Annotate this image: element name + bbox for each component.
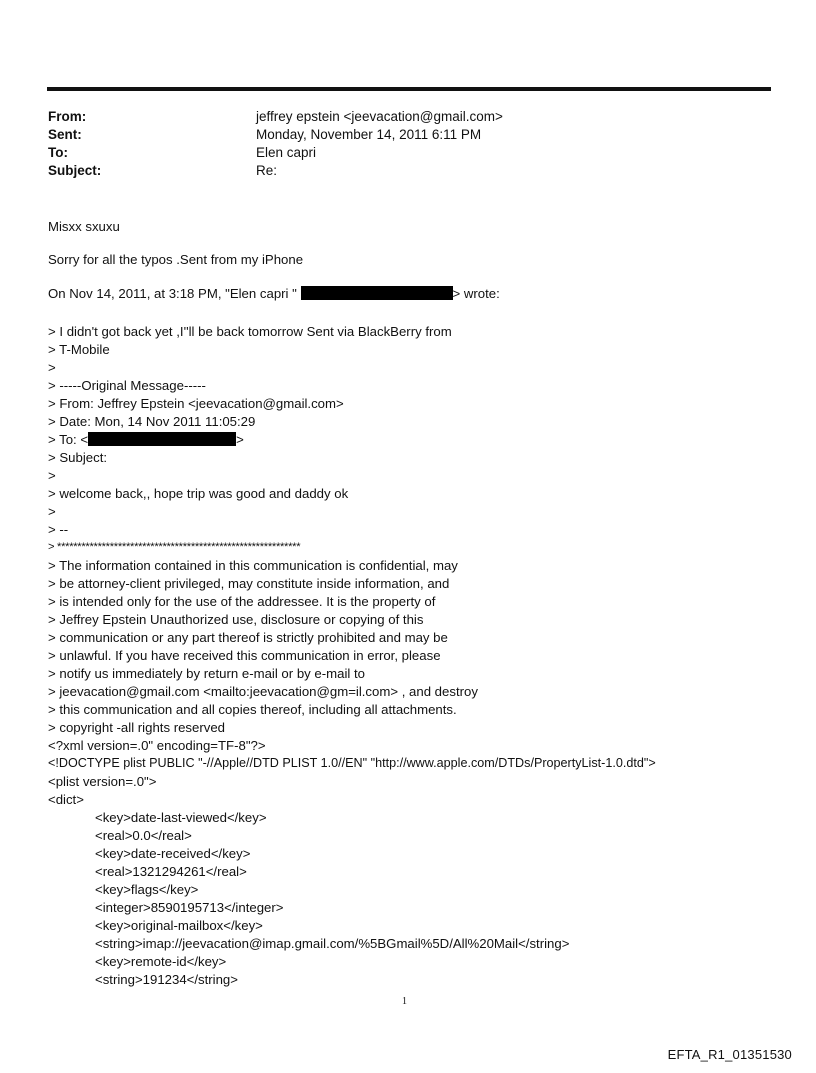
disclaimer-line: > copyright -all rights reserved: [48, 720, 226, 735]
wrote-prefix: On Nov 14, 2011, at 3:18 PM, "Elen capri ": [48, 286, 301, 301]
sent-row: [48, 126, 768, 144]
disclaimer-line: > The information contained in this communication is confidential, may: [48, 558, 458, 573]
quoted-line: >: [48, 504, 56, 519]
plist-line: <string>191234</string>: [95, 972, 238, 987]
quoted-line: > Date: Mon, 14 Nov 2011 11:05:29: [48, 414, 256, 429]
from-label: From:: [48, 109, 87, 124]
plist-line: <key>date-received</key>: [95, 846, 251, 861]
xml-line: <?xml version=.0" encoding=TF-8"?>: [48, 738, 266, 753]
quoted-line: > From: Jeffrey Epstein <jeevacation@gmail.com>: [48, 396, 344, 411]
greeting: Misxx sxuxu: [48, 219, 120, 234]
apology-line: Sorry for all the typos .Sent from my iPhone: [48, 252, 304, 267]
disclaimer-line: > unlawful. If you have received this communication in error, please: [48, 648, 441, 663]
disclaimer-line: > communication or any part thereof is strictly prohibited and may be: [48, 630, 448, 645]
sent-label: Sent:: [48, 127, 82, 142]
quoted-line: > --: [48, 522, 69, 537]
quoted-line: >: [48, 360, 56, 375]
subject-label: Subject:: [48, 163, 102, 178]
document-id: EFTA_R1_01351530: [667, 1047, 792, 1062]
to-label: To:: [48, 145, 68, 160]
from-value: jeffrey epstein <jeevacation@gmail.com>: [256, 109, 503, 124]
subject-row: [48, 162, 768, 180]
wrote-line: [48, 285, 500, 303]
to-line-suffix: >: [236, 432, 244, 447]
to-line-prefix: > To: <: [48, 432, 89, 447]
plist-line: <real>1321294261</real>: [95, 864, 247, 879]
asterisk-line: > ************************************************************: [48, 541, 301, 553]
disclaimer-line: > is intended only for the use of the addressee. It is the property of: [48, 594, 436, 609]
page-number: 1: [402, 996, 407, 1007]
disclaimer-line: > this communication and all copies thereof, including all attachments.: [48, 702, 457, 717]
disclaimer-line: > Jeffrey Epstein Unauthorized use, disclosure or copying of this: [48, 612, 424, 627]
plist-line: <integer>8590195713</integer>: [95, 900, 284, 915]
quoted-line: >: [48, 468, 56, 483]
plist-line: <key>flags</key>: [95, 882, 199, 897]
redaction-box: [88, 432, 236, 446]
xml-line: <dict>: [48, 792, 84, 807]
disclaimer-line: > be attorney-client privileged, may constitute inside information, and: [48, 576, 450, 591]
header-rule: [47, 87, 771, 91]
quoted-to-line: [48, 431, 244, 449]
disclaimer-line: > jeevacation@gmail.com <mailto:jeevacation@gm=il.com> , and destroy: [48, 684, 478, 699]
from-row: [48, 108, 768, 126]
xml-line: <plist version=.0">: [48, 774, 157, 789]
quoted-line: > Subject:: [48, 450, 108, 465]
redaction-box: [301, 286, 453, 300]
plist-line: <key>date-last-viewed</key>: [95, 810, 267, 825]
disclaimer-line: > notify us immediately by return e-mail or by e-mail to: [48, 666, 365, 681]
quoted-line: > welcome back,, hope trip was good and daddy ok: [48, 486, 349, 501]
plist-line: <key>remote-id</key>: [95, 954, 227, 969]
plist-line: <string>imap://jeevacation@imap.gmail.com/%5BGmail%5D/All%20Mail</string>: [95, 936, 570, 951]
subject-value: Re:: [256, 163, 278, 178]
to-row: [48, 144, 768, 162]
quoted-line: > T-Mobile: [48, 342, 110, 357]
plist-line: <real>0.0</real>: [95, 828, 192, 843]
quoted-line: > -----Original Message-----: [48, 378, 206, 393]
wrote-suffix: > wrote:: [452, 286, 500, 301]
plist-line: <key>original-mailbox</key>: [95, 918, 263, 933]
doctype-line: <!DOCTYPE plist PUBLIC "-//Apple//DTD PLIST 1.0//EN" "http://www.apple.com/DTDs/PropertyList-1.0.dtd">: [48, 756, 656, 770]
to-value: Elen capri: [256, 145, 317, 160]
quoted-line: > I didn't got back yet ,I''ll be back tomorrow Sent via BlackBerry from: [48, 324, 452, 339]
sent-value: Monday, November 14, 2011 6:11 PM: [256, 127, 482, 142]
